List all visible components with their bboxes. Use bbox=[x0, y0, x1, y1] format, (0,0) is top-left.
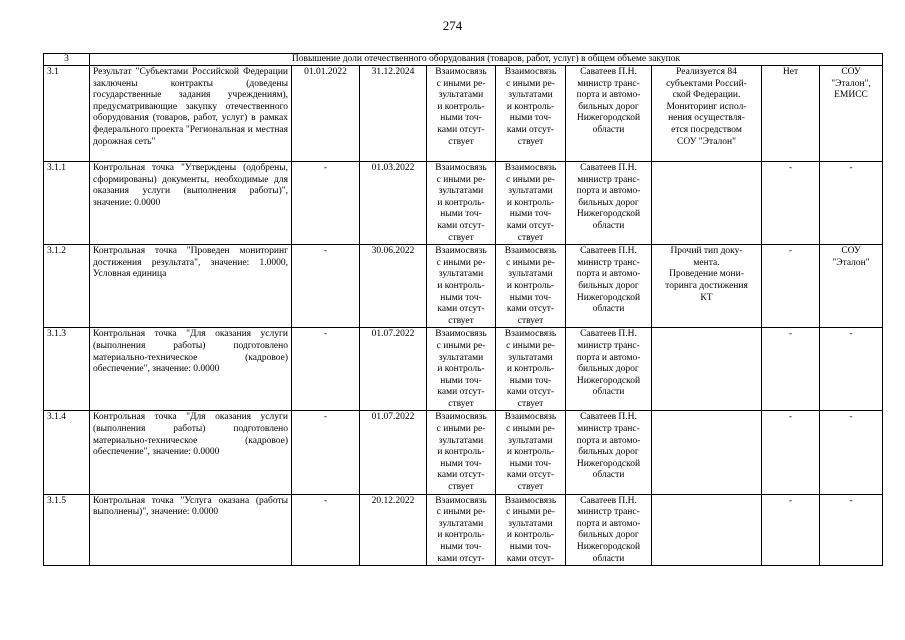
row-level: - bbox=[762, 162, 820, 245]
row-responsible: Саватеев П.Н. министр транс- порта и автомо- бильных дорог Нижегородской области bbox=[576, 329, 641, 398]
row-responsible: Саватеев П.Н. министр транс- порта и автомо- бильных дорог Нижегородской области bbox=[576, 163, 641, 231]
row-document: Прочий тип доку- мента. Проведение мони- торинга достижения КТ bbox=[665, 246, 748, 303]
row-description: Результат "Субъектами Российской Федерации заключены контракты (доведены государственные задания учреждениям), предусматривающие закупку отечественного оборудования (товаров, работ, услуг) в рамках федерального проекта "Региональная и местная дорожная сеть" bbox=[90, 66, 292, 162]
row-responsible: Саватеев П.Н. министр транс- порта и автомо- бильных дорог Нижегородской области bbox=[576, 67, 641, 135]
row-predecessors: Взаимосвязь с иными ре- зультатами и контроль- ными точ- ками отсут- ствует bbox=[435, 67, 487, 147]
row-number: 3.1.2 bbox=[44, 245, 90, 328]
row-successors: Взаимосвязь с иными ре- зультатами и контроль- ными точ- ками отсут- ствует bbox=[504, 412, 557, 493]
table-row bbox=[44, 66, 883, 162]
row-info-system: СОУ "Эталон" bbox=[832, 246, 870, 268]
row-end-date: 01.07.2022 bbox=[360, 411, 427, 494]
row-number: 3.1.1 bbox=[44, 162, 90, 245]
row-start-date: 01.01.2022 bbox=[292, 66, 360, 162]
row-info-system: СОУ "Эталон", ЕМИСС bbox=[831, 67, 871, 101]
row-description: Контрольная точка "Услуга оказана (работы выполнены)", значение: 0.0000 bbox=[90, 494, 292, 566]
row-number: 3.1 bbox=[44, 66, 90, 162]
row-responsible: Саватеев П.Н. министр транс- порта и автомо- бильных дорог Нижегородской области bbox=[576, 495, 641, 564]
row-end-date: 01.03.2022 bbox=[360, 162, 427, 245]
row-start-date: - bbox=[292, 494, 360, 566]
row-level: - bbox=[762, 494, 820, 566]
row-successors: Взаимосвязь с иными ре- зультатами и контроль- ными точ- ками отсут- bbox=[504, 495, 557, 564]
row-number: 3.1.5 bbox=[44, 494, 90, 566]
row-end-date: 30.06.2022 bbox=[360, 245, 427, 328]
row-number: 3.1.4 bbox=[44, 411, 90, 494]
row-end-date: 20.12.2022 bbox=[360, 494, 427, 566]
row-document: Реализуется 84 субъектами Россий- ской Федерации. Мониторинг испол- нения осуществля- ется посредством СОУ "Эталон" bbox=[666, 67, 747, 147]
row-end-date: 01.07.2022 bbox=[360, 328, 427, 411]
row-description: Контрольная точка "Для оказания услуги (выполнения работы) подготовлено материально-техническое (кадровое) обеспечение", значение: 0.0000 bbox=[90, 411, 292, 494]
row-predecessors: Взаимосвязь с иными ре- зультатами и контроль- ными точ- ками отсут- ствует bbox=[435, 246, 487, 326]
row-predecessors: Взаимосвязь с иными ре- зультатами и контроль- ными точ- ками отсут- bbox=[435, 495, 487, 564]
row-successors: Взаимосвязь с иными ре- зультатами и контроль- ными точ- ками отсут- ствует bbox=[504, 329, 557, 409]
row-start-date: - bbox=[292, 328, 360, 411]
row-level: Нет bbox=[762, 66, 820, 162]
page-number: 274 bbox=[442, 18, 463, 33]
table-row bbox=[44, 411, 883, 494]
table-row bbox=[44, 162, 883, 245]
row-info-system: - bbox=[849, 412, 853, 423]
row-predecessors: Взаимосвязь с иными ре- зультатами и контроль- ными точ- ками отсут- ствует bbox=[435, 412, 487, 493]
row-number: 3.1.3 bbox=[44, 328, 90, 411]
row-predecessors: Взаимосвязь с иными ре- зультатами и контроль- ными точ- ками отсут- ствует bbox=[435, 163, 487, 243]
row-description: Контрольная точка "Для оказания услуги (выполнения работы) подготовлено материально-техническое (кадровое) обеспечение", значение: 0.0000 bbox=[90, 328, 292, 411]
table-row bbox=[44, 328, 883, 411]
row-successors: Взаимосвязь с иными ре- зультатами и контроль- ными точ- ками отсут- ствует bbox=[504, 246, 557, 326]
row-successors: Взаимосвязь с иными ре- зультатами и контроль- ными точ- ками отсут- ствует bbox=[504, 67, 557, 147]
row-info-system: - bbox=[849, 163, 853, 173]
section-row bbox=[44, 54, 883, 66]
table-row bbox=[44, 494, 883, 566]
plan-table bbox=[43, 53, 883, 566]
row-info-system: - bbox=[849, 329, 853, 340]
row-responsible: Саватеев П.Н. министр транс- порта и автомо- бильных дорог Нижегородской области bbox=[576, 412, 641, 481]
section-title: Повышение доли отечественного оборудования (товаров, работ, услуг) в общем объеме закупок bbox=[90, 54, 883, 66]
row-start-date: - bbox=[292, 245, 360, 328]
section-number: 3 bbox=[44, 54, 90, 66]
row-successors: Взаимосвязь с иными ре- зультатами и контроль- ными точ- ками отсут- ствует bbox=[504, 163, 557, 243]
row-start-date: - bbox=[292, 411, 360, 494]
row-end-date: 31.12.2024 bbox=[360, 66, 427, 162]
row-level: - bbox=[762, 411, 820, 494]
row-description: Контрольная точка "Утверждены (одобрены, сформированы) документы, необходимые для оказания услуги (выполнения работы)", значение: 0.0000 bbox=[90, 162, 292, 245]
row-description: Контрольная точка "Проведен мониторинг достижения результата", значение: 1.0000, Условная единица bbox=[90, 245, 292, 328]
row-predecessors: Взаимосвязь с иными ре- зультатами и контроль- ными точ- ками отсут- ствует bbox=[435, 329, 487, 409]
table-row bbox=[44, 245, 883, 328]
row-level: - bbox=[762, 328, 820, 411]
row-info-system: - bbox=[849, 495, 853, 506]
row-level: - bbox=[762, 245, 820, 328]
row-responsible: Саватеев П.Н. министр транс- порта и автомо- бильных дорог Нижегородской области bbox=[576, 246, 641, 315]
row-start-date: - bbox=[292, 162, 360, 245]
